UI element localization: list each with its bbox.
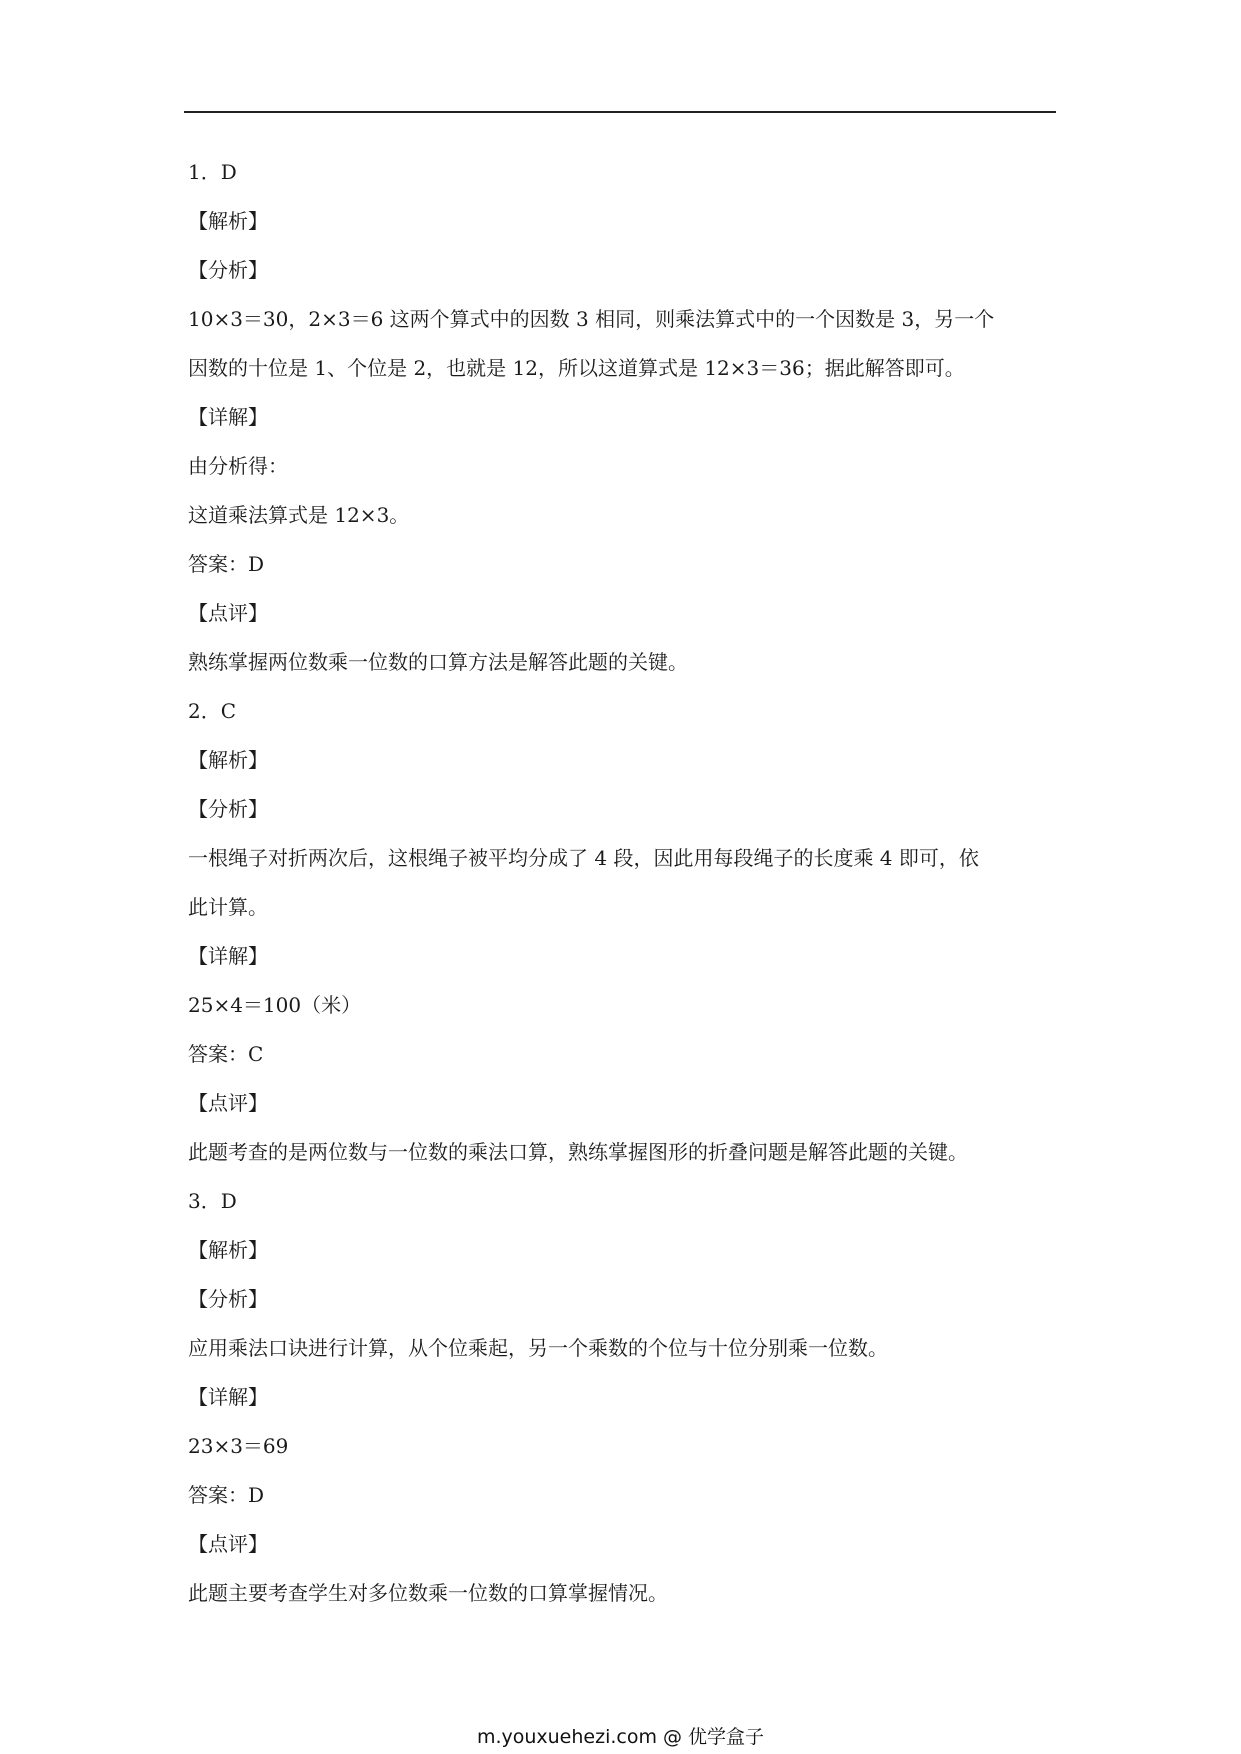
q2-fenxi-heading: 【分析】 bbox=[188, 797, 268, 821]
q2-fenxi-text-1: 一根绳子对折两次后，这根绳子被平均分成了 4 段，因此用每段绳子的长度乘 4 即可，依 bbox=[188, 846, 979, 870]
q1-xiangjie-heading: 【详解】 bbox=[188, 405, 268, 429]
q1-answer: 1．D bbox=[188, 160, 237, 184]
q2-answer: 2．C bbox=[188, 699, 237, 723]
q1-dianping-heading: 【点评】 bbox=[188, 601, 268, 625]
q3-answer: 3．D bbox=[188, 1189, 237, 1213]
q2-fenxi-text-2: 此计算。 bbox=[188, 895, 268, 919]
q1-xiangjie-text-1: 由分析得： bbox=[188, 454, 288, 478]
q1-dianping-text: 熟练掌握两位数乘一位数的口算方法是解答此题的关键。 bbox=[188, 650, 688, 674]
q1-fenxi-text-2: 因数的十位是 1、个位是 2，也就是 12，所以这道算式是 12×3＝36；据此解答即可。 bbox=[188, 356, 965, 380]
q2-xiangjie-heading: 【详解】 bbox=[188, 944, 268, 968]
q2-dianping-text: 此题考查的是两位数与一位数的乘法口算，熟练掌握图形的折叠问题是解答此题的关键。 bbox=[188, 1140, 968, 1164]
answer-content bbox=[188, 160, 1058, 1630]
q1-fenxi-text-1: 10×3＝30，2×3＝6 这两个算式中的因数 3 相同，则乘法算式中的一个因数是 3，另一个 bbox=[188, 307, 995, 331]
q3-jiexi-heading: 【解析】 bbox=[188, 1238, 268, 1262]
q3-dianping-text: 此题主要考查学生对多位数乘一位数的口算掌握情况。 bbox=[188, 1581, 668, 1605]
q3-final-answer: 答案：D bbox=[188, 1483, 265, 1507]
q1-jiexi-heading: 【解析】 bbox=[188, 209, 268, 233]
header-rule bbox=[184, 111, 1056, 113]
footer-watermark: m.youxuehezi.com @ 优学盒子 bbox=[476, 1726, 765, 1748]
q3-xiangjie-heading: 【详解】 bbox=[188, 1385, 268, 1409]
q2-dianping-heading: 【点评】 bbox=[188, 1091, 268, 1115]
q2-xiangjie-text: 25×4＝100（米） bbox=[188, 993, 362, 1017]
q1-final-answer: 答案：D bbox=[188, 552, 265, 576]
q2-jiexi-heading: 【解析】 bbox=[188, 748, 268, 772]
q3-xiangjie-text: 23×3＝69 bbox=[188, 1434, 289, 1458]
q3-fenxi-text: 应用乘法口诀进行计算，从个位乘起，另一个乘数的个位与十位分别乘一位数。 bbox=[188, 1336, 888, 1360]
q3-fenxi-heading: 【分析】 bbox=[188, 1287, 268, 1311]
q3-dianping-heading: 【点评】 bbox=[188, 1532, 268, 1556]
q1-xiangjie-text-2: 这道乘法算式是 12×3。 bbox=[188, 503, 410, 527]
q2-final-answer: 答案：C bbox=[188, 1042, 264, 1066]
q1-fenxi-heading: 【分析】 bbox=[188, 258, 268, 282]
